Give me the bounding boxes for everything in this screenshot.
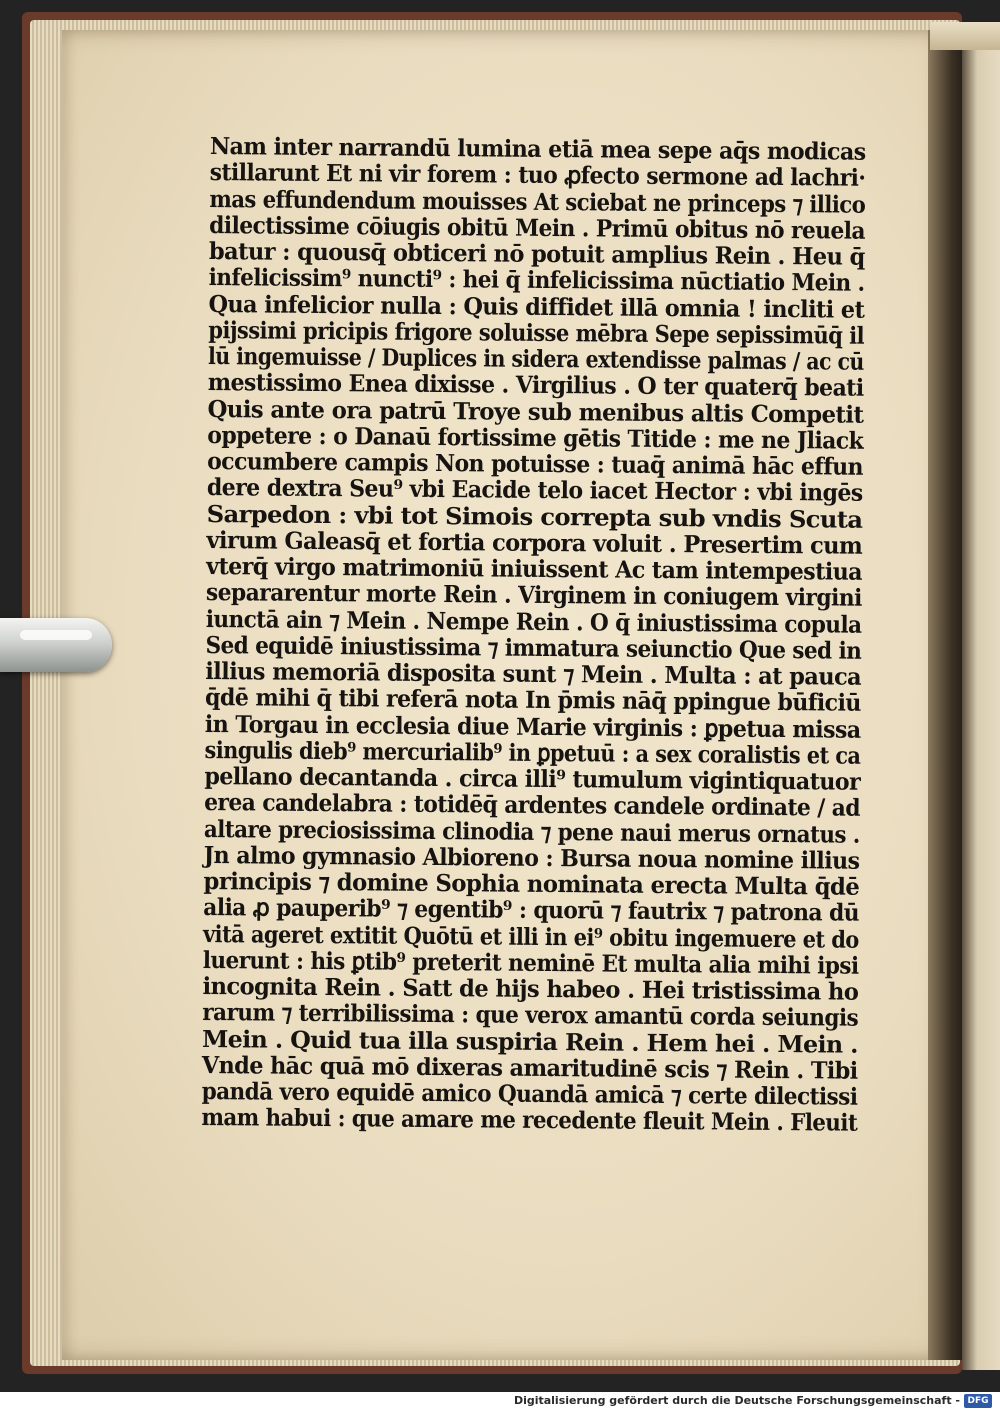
dfg-logo: DFG	[964, 1394, 992, 1408]
text-line: virum Galeasq̄ et fortia corpora voluit . Presertim cum	[206, 525, 863, 560]
text-line: principis ⁊ domine Sophia nominata erecta Multa q̄dē	[203, 866, 860, 901]
text-line: Jn almo gymnasio Albioreno : Bursa noua nomine illius	[203, 840, 860, 875]
text-line: infelicissim⁹ nuncti⁹ : hei q̄ infelicissima nūctiatio Mein .	[208, 263, 865, 297]
book-clip	[0, 618, 112, 672]
text-line: Sed equidē iniustissima ⁊ immatura seiunctio Que sed in	[205, 630, 862, 665]
text-line: separarentur morte Rein . Virginem in coniugem virgini	[205, 578, 862, 612]
text-line: lū ingemuisse / Duplices in sidera extendisse palmas / ac cū	[207, 341, 864, 376]
text-line: luerunt : his ꝑtib⁹ preterit neminē Et multa alia mihi ipsi	[202, 945, 859, 980]
text-line: stillarunt Et ni vir forem : tuo ꝓfecto sermone ad lachri·	[209, 158, 866, 192]
text-line: Mein . Quid tua illa suspiria Rein . Hem hei . Mein .	[201, 1024, 858, 1059]
text-line: occumbere campis Non potuisse : tuaq̄ animā hāc effun	[207, 446, 864, 481]
text-line: mas effundendum mouisses At sciebat ne princeps ⁊ illico	[209, 184, 866, 219]
text-line: batur : quousq̄ obticeri nō potuit amplius Rein . Heu q̄	[208, 236, 865, 271]
page-tab	[930, 22, 1000, 50]
facing-page-edge	[962, 30, 1000, 1370]
text-line: Sarpedon : vbi tot Simois correpta sub vndis Scuta	[206, 499, 863, 534]
text-line: q̄dē mihi q̄ tibi referā nota In p̄mis nāq̄ ppingue būficiū	[204, 683, 861, 717]
book-clip-highlight	[20, 630, 92, 640]
text-line: in Torgau in ecclesia diue Marie virginis : ꝑpetua missa	[204, 709, 861, 744]
text-line: pellano decantanda . circa illi⁹ tumulum vigintiquatuor	[204, 761, 861, 796]
text-line: dere dextra Seu⁹ vbi Eacide telo iacet Hector : vbi ingēs	[206, 473, 863, 507]
text-line: erea candelabra : totidēq̄ ardentes candele ordinate / ad	[204, 788, 861, 822]
text-line: incognita Rein . Satt de hijs habeo . Hei tristissima ho	[202, 971, 859, 1006]
text-line: vitā ageret extitit Quōtū et illi in ei⁹ obitu ingemuere et do	[202, 919, 859, 954]
text-line: Vnde hāc quā mō dixeras amaritudinē scis ⁊ Rein . Tibi	[201, 1050, 858, 1085]
text-line: mam habui : que amare me recedente fleuit Mein . Fleuit	[201, 1103, 858, 1137]
text-line: Qua infelicior nulla : Quis diffidet illā omnia ! incliti et	[208, 289, 865, 324]
text-line: singulis dieb⁹ mercurialib⁹ in ꝑpetuū : a sex coralistis et ca	[204, 735, 861, 770]
text-line: dilectissime cōiugis obitū Mein . Primū obitus nō reuela	[209, 210, 866, 245]
text-line: Quis ante ora patrū Troye sub menibus altis Competit	[207, 394, 864, 429]
text-line: altare preciosissima clinodia ⁊ pene naui merus ornatus .	[203, 814, 860, 849]
text-line: pijssimi pricipis frigore soluisse mēbra Sepe sepissimūq̄ il	[208, 315, 865, 350]
text-line: illius memoriā disposita sunt ⁊ Mein . Multa : at pauca	[205, 656, 862, 691]
digitization-credit: Digitalisierung gefördert durch die Deutsche Forschungsgemeinschaft -	[513, 1394, 960, 1407]
blackletter-text-block	[201, 133, 866, 1136]
text-line: pandā vero equidē amico Quandā amicā ⁊ certe dilectissi	[201, 1076, 858, 1111]
text-line: mestissimo Enea dixisse . Virgilius . O ter quaterq̄ beati	[207, 368, 864, 402]
text-line: alia ꝓ pauperib⁹ ⁊ egentib⁹ : quorū ⁊ fautrix ⁊ patrona dū	[203, 893, 860, 927]
text-line: vterq̄ virgo matrimoniū iniuissent Ac tam intempestiua	[206, 551, 863, 586]
text-line: Nam inter narrandū lumina etiā mea sepe aq̄s modicas	[209, 132, 866, 166]
text-line: oppetere : o Danaū fortissime gētis Titide : me ne Jliack	[207, 420, 864, 455]
text-line: rarum ⁊ terribilissima : que verox amantū corda seiungis	[202, 998, 859, 1032]
text-line: iunctā ain ⁊ Mein . Nempe Rein . O q̄ iniustissima copula	[205, 604, 862, 639]
